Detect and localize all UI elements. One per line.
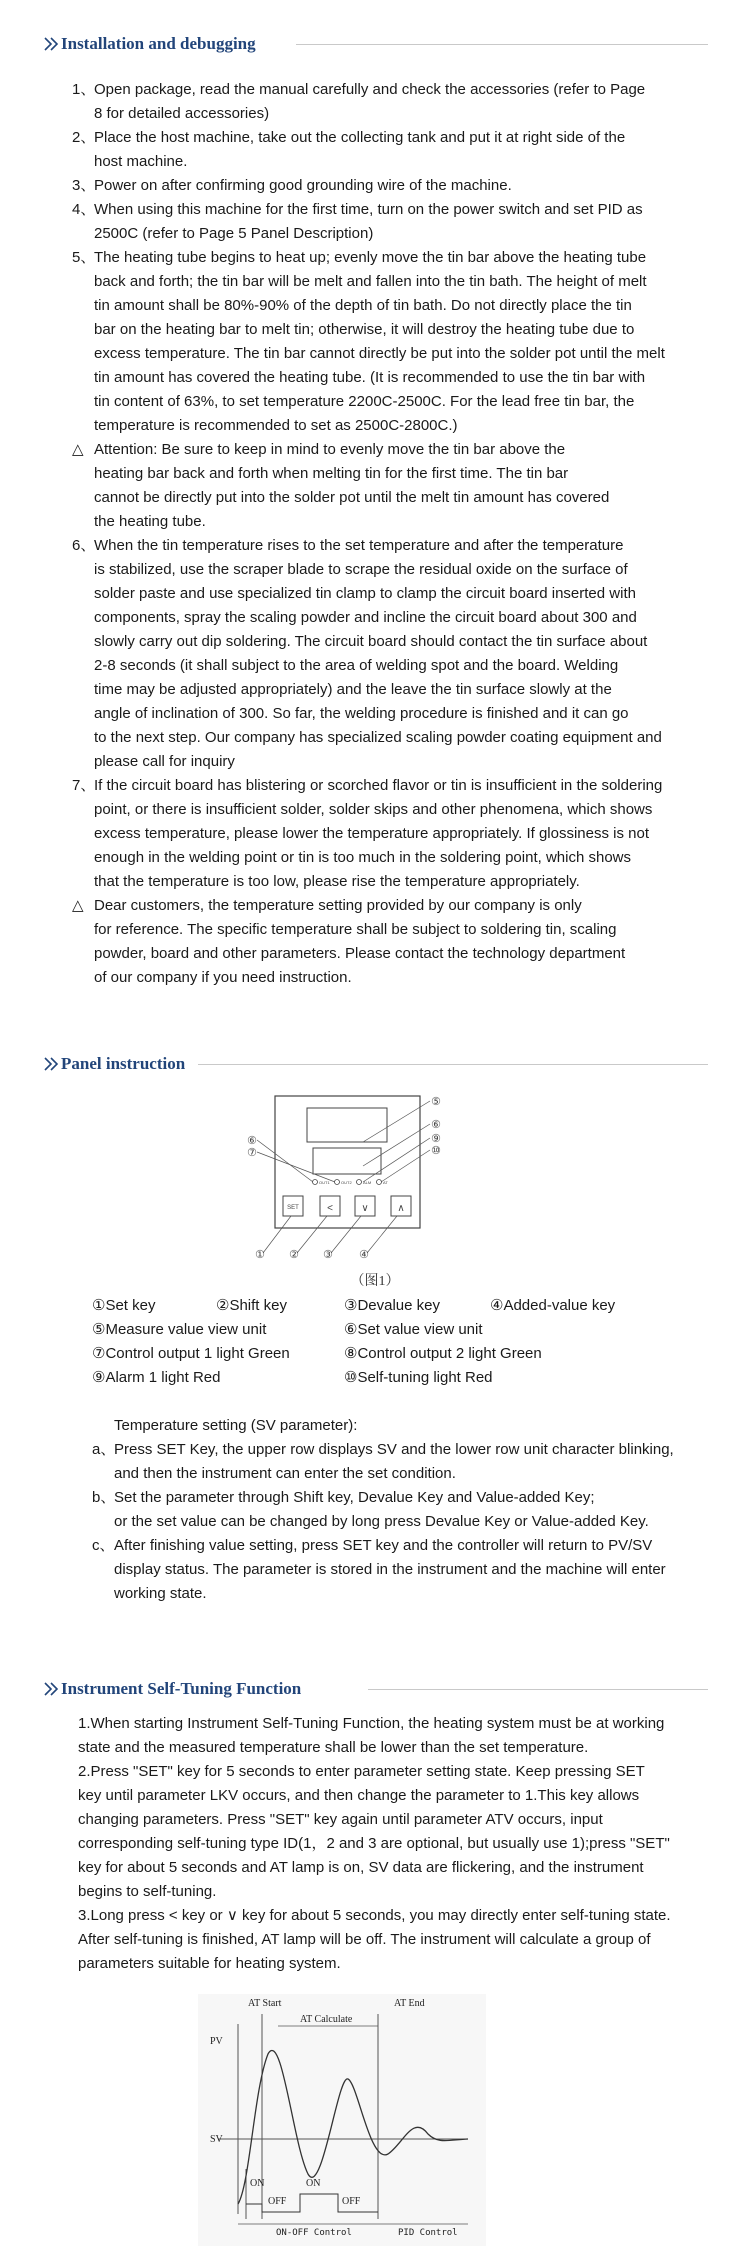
- text-line: [72, 510, 708, 534]
- text-line: [72, 486, 708, 510]
- at-label: AT: [383, 1180, 388, 1185]
- legend-item: ⑩Self-tuning light Red: [344, 1369, 493, 1386]
- list-marker: 6、: [72, 537, 96, 554]
- section-header-panel: [44, 1053, 708, 1075]
- panel-diagram: [245, 1090, 455, 1262]
- text-line: [92, 1414, 712, 1438]
- callout-7: ⑦: [247, 1146, 257, 1159]
- line-text: When using this machine for the first time, turn on the power switch and set PID as: [94, 201, 643, 218]
- line-text: excess temperature. The tin bar cannot directly be put into the solder pot until the melt: [94, 345, 665, 362]
- text-line: [72, 558, 708, 582]
- text-line: [72, 342, 708, 366]
- text-line: [72, 942, 708, 966]
- text-line: [72, 654, 708, 678]
- out1-label: OUT1: [319, 1180, 330, 1185]
- at-light: [377, 1180, 382, 1185]
- line-text: tin amount shall be 80%-90% of the depth of tin bath. Do not directly place the tin: [94, 297, 632, 314]
- section-title-selftuning: Instrument Self-Tuning Function: [61, 1679, 302, 1698]
- section-title-panel: Panel instruction: [61, 1054, 186, 1073]
- text-line: [72, 390, 708, 414]
- text-line: After self-tuning is finished, AT lamp will be off. The instrument will calculate a group of: [78, 1931, 651, 1948]
- text-line: begins to self-tuning.: [78, 1883, 217, 1900]
- line-text: and then the instrument can enter the set condition.: [114, 1465, 456, 1482]
- callout-1: ①: [255, 1248, 265, 1261]
- text-line: [72, 174, 708, 198]
- text-line: 2.Press "SET" key for 5 seconds to enter parameter setting state. Keep pressing SET: [78, 1763, 645, 1780]
- pv-display: [307, 1108, 387, 1142]
- text-line: [92, 1558, 712, 1582]
- on-label-1: ON: [250, 2178, 265, 2189]
- list-marker: △: [72, 441, 84, 458]
- line-text: for reference. The specific temperature shall be subject to soldering tin, scaling: [94, 921, 617, 938]
- at-end-label: AT End: [394, 1998, 425, 2009]
- text-line: [72, 150, 708, 174]
- line-text: excess temperature, please lower the temperature appropriately. If glossiness is not: [94, 825, 649, 842]
- list-marker: 2、: [72, 129, 96, 146]
- text-line: [72, 966, 708, 990]
- text-line: [72, 630, 708, 654]
- set-key-label: SET: [287, 1205, 299, 1211]
- line-text: Press SET Key, the upper row displays SV and the lower row unit character blinking,: [114, 1441, 674, 1458]
- callout-4: ④: [359, 1248, 369, 1261]
- text-line: [72, 582, 708, 606]
- text-line: [72, 318, 708, 342]
- text-line: [72, 774, 708, 798]
- text-line: [72, 534, 708, 558]
- text-line: [92, 1438, 712, 1462]
- line-text: Dear customers, the temperature setting provided by our company is only: [94, 897, 582, 914]
- added-value-key-label: ∧: [397, 1203, 405, 1214]
- text-line: 3.Long press < key or ∨ key for about 5 seconds, you may directly enter self-tuning state.: [78, 1907, 671, 1924]
- legend-item: ⑤Measure value view unit: [92, 1321, 267, 1338]
- line-text: display status. The parameter is stored in the instrument and the machine will enter: [114, 1561, 666, 1578]
- list-marker: 3、: [72, 177, 96, 194]
- text-line: [72, 294, 708, 318]
- text-line: [92, 1534, 712, 1558]
- text-line: [72, 846, 708, 870]
- devalue-key-label: ∨: [361, 1203, 369, 1214]
- text-line: key until parameter LKV occurs, and then change the parameter to 1.This key allows: [78, 1787, 640, 1804]
- callout-8: ⑥: [247, 1134, 257, 1147]
- text-line: [72, 606, 708, 630]
- callout-2: ②: [289, 1248, 299, 1261]
- section-header-selftuning: [44, 1678, 708, 1700]
- double-chevron-icon: [44, 34, 60, 54]
- at-start-label: AT Start: [248, 1998, 282, 2009]
- panel-figure-caption: （图1）: [350, 1274, 400, 1289]
- callout-9: ⑨: [431, 1132, 441, 1145]
- line-text: host machine.: [94, 153, 188, 170]
- list-marker: 4、: [72, 201, 96, 218]
- line-text: bar on the heating bar to melt tin; otherwise, it will destroy the heating tube due to: [94, 321, 635, 338]
- installation-steps: [72, 78, 708, 990]
- list-marker: b、: [92, 1489, 116, 1506]
- callout-6: ⑥: [431, 1118, 441, 1131]
- legend-item: ⑦Control output 1 light Green: [92, 1345, 290, 1362]
- control-arrows: [238, 2026, 468, 2224]
- text-line: [72, 822, 708, 846]
- off-label-1: OFF: [268, 2196, 287, 2207]
- sv-axis-label: SV: [210, 2134, 223, 2145]
- pv-axis-label: PV: [210, 2036, 223, 2047]
- text-line: [72, 222, 708, 246]
- text-line: corresponding self-tuning type ID(1，2 and 3 are optional, but usually use 1);press "SET": [78, 1835, 670, 1852]
- out1-light: [313, 1180, 318, 1185]
- line-text: Set the parameter through Shift key, Devalue Key and Value-added Key;: [114, 1489, 595, 1506]
- line-text: slowly carry out dip soldering. The circuit board should contact the tin surface about: [94, 633, 648, 650]
- line-text: cannot be directly put into the solder pot until the melt tin amount has covered: [94, 489, 610, 506]
- alm-light: [357, 1180, 362, 1185]
- on-label-2: ON: [306, 2178, 321, 2189]
- text-line: [72, 78, 708, 102]
- alm-label: ALM: [363, 1180, 372, 1185]
- line-text: is stabilized, use the scraper blade to scrape the residual oxide on the surface of: [94, 561, 628, 578]
- line-text: please call for inquiry: [94, 753, 235, 770]
- text-line: [72, 678, 708, 702]
- self-tuning-diagram: [198, 1994, 486, 2246]
- line-text: 2500C (refer to Page 5 Panel Description): [94, 225, 374, 242]
- line-text: 2-8 seconds (it shall subject to the area of welding spot and the board. Welding: [94, 657, 619, 674]
- leader-lines: [257, 1101, 430, 1253]
- line-text: enough in the welding point or tin is too much in the soldering point, which shows: [94, 849, 631, 866]
- line-text: to the next step. Our company has specialized scaling powder coating equipment and: [94, 729, 662, 746]
- section-header-installation: [44, 33, 708, 55]
- legend-item: ⑨Alarm 1 light Red: [92, 1369, 221, 1386]
- section-rule: [296, 44, 708, 45]
- line-text: solder paste and use specialized tin clamp to clamp the circuit board inserted with: [94, 585, 636, 602]
- section-title-installation: Installation and debugging: [61, 34, 256, 53]
- line-text: time may be adjusted appropriately) and the leave the tin surface slowly at the: [94, 681, 612, 698]
- line-text: powder, board and other parameters. Please contact the technology department: [94, 945, 626, 962]
- line-text: angle of inclination of 300. So far, the welding procedure is finished and it can go: [94, 705, 629, 722]
- line-text: The heating tube begins to heat up; evenly move the tin bar above the heating tube: [94, 249, 647, 266]
- text-line: 1.When starting Instrument Self-Tuning Function, the heating system must be at working: [78, 1715, 665, 1732]
- panel-legend: [92, 1294, 712, 1390]
- text-line: [92, 1462, 712, 1486]
- legend-item: ⑥Set value view unit: [344, 1321, 483, 1338]
- list-marker: a、: [92, 1441, 116, 1458]
- legend-item: ③Devalue key: [344, 1297, 440, 1314]
- legend-item: ②Shift key: [216, 1297, 287, 1314]
- line-text: Open package, read the manual carefully and check the accessories (refer to Page: [94, 81, 646, 98]
- pv-curve: [238, 2050, 468, 2204]
- text-line: [72, 198, 708, 222]
- callout-5: ⑤: [431, 1095, 441, 1108]
- callout-3: ③: [323, 1248, 333, 1261]
- text-line: [72, 438, 708, 462]
- line-text: Temperature setting (SV parameter):: [114, 1417, 358, 1434]
- list-marker: 1、: [72, 81, 96, 98]
- text-line: [92, 1510, 712, 1534]
- line-text: 8 for detailed accessories): [94, 105, 270, 122]
- at-calculate-label: AT Calculate: [300, 2014, 353, 2025]
- line-text: If the circuit board has blistering or scorched flavor or tin is insufficient in the soldering: [94, 777, 663, 794]
- text-line: [72, 870, 708, 894]
- text-line: [72, 126, 708, 150]
- line-text: tin content of 63%, to set temperature 2200C-2500C. For the lead free tin bar, the: [94, 393, 635, 410]
- line-text: components, spray the scaling powder and incline the circuit board about 300 and: [94, 609, 637, 626]
- callout-10: ⑩: [431, 1144, 441, 1157]
- legend-item: ④Added-value key: [490, 1297, 616, 1314]
- text-line: [92, 1582, 712, 1606]
- text-line: changing parameters. Press "SET" key again until parameter ATV occurs, input: [78, 1811, 603, 1828]
- line-text: of our company if you need instruction.: [94, 969, 352, 986]
- shift-key-label: <: [327, 1203, 333, 1214]
- text-line: [72, 798, 708, 822]
- line-text: the heating tube.: [94, 513, 206, 530]
- pid-control-label: PID Control: [398, 2228, 458, 2238]
- text-line: [72, 102, 708, 126]
- text-line: [72, 366, 708, 390]
- list-marker: △: [72, 897, 84, 914]
- line-text: working state.: [114, 1585, 207, 1602]
- text-line: [92, 1486, 712, 1510]
- text-line: [72, 726, 708, 750]
- text-line: [72, 462, 708, 486]
- line-text: heating bar back and forth when melting tin for the first time. The tin bar: [94, 465, 569, 482]
- onoff-control-label: ON-OFF Control: [276, 2228, 352, 2238]
- legend-item: ①Set key: [92, 1297, 156, 1314]
- text-line: [72, 270, 708, 294]
- line-text: tin amount has covered the heating tube. (It is recommended to use the tin bar with: [94, 369, 646, 386]
- line-text: that the temperature is too low, please rise the temperature appropriately.: [94, 873, 580, 890]
- line-text: or the set value can be changed by long press Devalue Key or Value-added Key.: [114, 1513, 649, 1530]
- line-text: temperature is recommended to set as 2500C-2800C.): [94, 417, 458, 434]
- list-marker: c、: [92, 1537, 115, 1554]
- text-line: key for about 5 seconds and AT lamp is on, SV data are flickering, and the instrument: [78, 1859, 644, 1876]
- line-text: Attention: Be sure to keep in mind to evenly move the tin bar above the: [94, 441, 566, 458]
- double-chevron-icon: [44, 1679, 60, 1699]
- line-text: back and forth; the tin bar will be melt and fallen into the tin bath. The height of melt: [94, 273, 647, 290]
- text-line: [72, 750, 708, 774]
- section-rule: [198, 1064, 708, 1065]
- line-text: Power on after confirming good grounding wire of the machine.: [94, 177, 512, 194]
- text-line: [72, 894, 708, 918]
- text-line: [72, 702, 708, 726]
- line-text: When the tin temperature rises to the set temperature and after the temperature: [94, 537, 624, 554]
- section-rule: [368, 1689, 708, 1690]
- out2-label: OUT2: [341, 1180, 352, 1185]
- text-line: [72, 246, 708, 270]
- text-line: state and the measured temperature shall be lower than the set temperature.: [78, 1739, 589, 1756]
- list-marker: 5、: [72, 249, 96, 266]
- sv-parameter-steps: [92, 1414, 712, 1606]
- legend-item: ⑧Control output 2 light Green: [344, 1345, 542, 1362]
- text-line: [72, 918, 708, 942]
- selftuning-steps: [78, 1712, 718, 1976]
- line-text: After finishing value setting, press SET key and the controller will return to PV/SV: [114, 1537, 653, 1554]
- text-line: [72, 414, 708, 438]
- out2-light: [335, 1180, 340, 1185]
- off-label-2: OFF: [342, 2196, 361, 2207]
- double-chevron-icon: [44, 1054, 60, 1074]
- list-marker: 7、: [72, 777, 96, 794]
- text-line: parameters suitable for heating system.: [78, 1955, 341, 1972]
- line-text: Place the host machine, take out the collecting tank and put it at right side of the: [94, 129, 626, 146]
- line-text: point, or there is insufficient solder, solder skips and other phenomena, which shows: [94, 801, 653, 818]
